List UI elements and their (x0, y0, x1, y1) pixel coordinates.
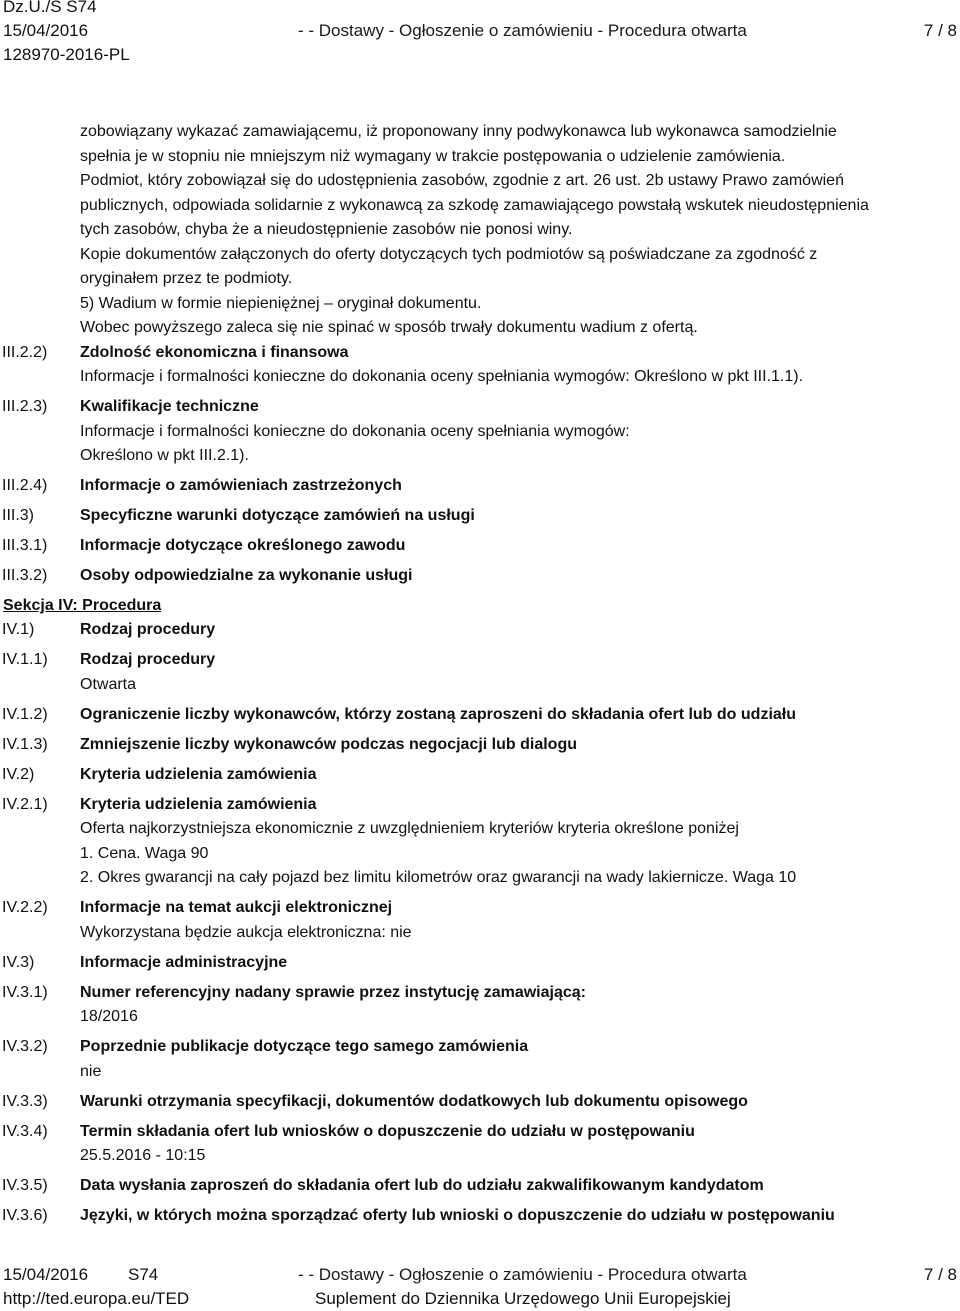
section-title: Osoby odpowiedzialne za wykonanie usługi (80, 567, 413, 584)
section-text: Informacje i formalności konieczne do dokonania oceny spełniania wymogów: (80, 422, 630, 440)
section-item (0, 1204, 960, 1229)
section-item (0, 648, 960, 697)
section-item (0, 504, 960, 529)
section-item (0, 1090, 960, 1115)
section-text: Informacje i formalności konieczne do dokonania oceny spełniania wymogów: Określono w pkt III.1.1). (80, 368, 804, 385)
section-title: Numer referencyjny nadany sprawie przez instytucję zamawiającą: (80, 983, 586, 1001)
section-3-items (0, 341, 960, 595)
ted-link[interactable]: http://ted.europa.eu/TED (3, 1289, 190, 1308)
section-title: Rodzaj procedury (80, 621, 216, 638)
section-title: Warunki otrzymania specyfikacji, dokumentów dodatkowych lub dokumentu opisowego (80, 1092, 748, 1110)
section-item (0, 1174, 960, 1199)
footer-supplement: Suplement do Dziennika Urzędowego Unii Europejskiej (315, 1289, 731, 1308)
section-title: Zmniejszenie liczby wykonawców podczas negocjacji lub dialogu (80, 735, 577, 753)
section-title: Poprzednie publikacje dotyczące tego samego zamówienia (80, 1038, 529, 1055)
footer-journal: S74 (128, 1265, 159, 1284)
section-number: IV.3) (2, 953, 35, 971)
section-title: Rodzaj procedury (80, 651, 216, 668)
section-item (0, 564, 960, 589)
section-title: Informacje administracyjne (80, 953, 288, 971)
section-item (0, 618, 960, 643)
document-id: 128970-2016-PL (3, 45, 130, 64)
section-number: IV.1.3) (2, 735, 48, 753)
intro-text (80, 120, 960, 341)
section-title: Ograniczenie liczby wykonawców, którzy zostaną zaproszeni do składania ofert lub do udziału (80, 705, 796, 723)
footer-page: 7 / 8 (923, 1265, 957, 1284)
footer-title: - - Dostawy - Ogłoszenie o zamówieniu - Procedura otwarta (298, 1265, 747, 1284)
section-number: IV.2) (2, 765, 35, 783)
section-text: 1. Cena. Waga 90 (80, 844, 209, 862)
section-item (0, 1120, 960, 1169)
section-title: Specyficzne warunki dotyczące zamówień na usługi (80, 507, 475, 524)
section-item (0, 395, 960, 469)
intro-line: Wobec powyższego zaleca się nie spinać w sposób trwały dokumentu wadium z ofertą. (80, 319, 698, 336)
section-item (0, 1035, 960, 1084)
section-number: III.3.1) (2, 537, 48, 554)
section-text: Otwarta (80, 675, 137, 693)
section-title: Informacje dotyczące określonego zawodu (80, 537, 406, 554)
section-4-items (0, 618, 960, 1234)
section-number: III.2.2) (2, 343, 48, 361)
header-page: 7 / 8 (923, 21, 957, 40)
header-title: - - Dostawy - Ogłoszenie o zamówieniu - Procedura otwarta (298, 21, 747, 40)
intro-line: spełnia je w stopniu nie mniejszym niż wymagany w trakcie postępowania o udzielenie zamówienia. (80, 147, 786, 165)
section-title: Kryteria udzielenia zamówienia (80, 765, 317, 783)
section-number: III.3.2) (2, 567, 48, 584)
footer-date: 15/04/2016 (3, 1265, 89, 1284)
intro-line: tych zasobów, chyba że a nieudostępnienie zasobów nie ponosi winy. (80, 221, 573, 238)
section-title: Kwalifikacje techniczne (80, 398, 259, 415)
section-item (0, 763, 960, 788)
section-number: IV.3.6) (2, 1207, 48, 1224)
section-item (0, 733, 960, 758)
section-item (0, 474, 960, 499)
intro-line: publicznych, odpowiada solidarnie z wykonawcą za szkodę zamawiającego powstałą wskutek nieudostępnienia (80, 196, 869, 214)
intro-line: 5) Wadium w formie niepieniężnej – oryginał dokumentu. (80, 294, 482, 312)
intro-line: Podmiot, który zobowiązał się do udostępnienia zasobów, zgodnie z art. 26 ust. 2b ustawy Prawo zamówień (80, 172, 844, 189)
section-number: IV.3.2) (2, 1038, 48, 1055)
journal-ref: Dz.U./S S74 (3, 0, 97, 16)
section-title: Informacje o zamówieniach zastrzeżonych (80, 477, 402, 494)
section-number: IV.2.2) (2, 899, 48, 916)
section-number: IV.1.2) (2, 705, 48, 723)
section-item (0, 896, 960, 945)
section-text: Określono w pkt III.2.1). (80, 447, 249, 464)
section-title: Języki, w których można sporządzać oferty lub wnioski o dopuszczenie do udziału w postępowaniu (80, 1207, 835, 1224)
section-number: III.2.4) (2, 477, 48, 494)
section-title: Informacje na temat aukcji elektronicznej (80, 899, 393, 916)
section-text: 25.5.2016 - 10:15 (80, 1147, 206, 1164)
section-item (0, 951, 960, 976)
section-text: 2. Okres gwarancji na cały pojazd bez limitu kilometrów oraz gwarancji na wady lakiernicze. Waga 10 (80, 869, 797, 886)
section-item (0, 703, 960, 728)
header-date: 15/04/2016 (3, 21, 89, 40)
section-text: Wykorzystana będzie aukcja elektroniczna: nie (80, 923, 412, 941)
section-item (0, 981, 960, 1030)
section-number: IV.3.1) (2, 983, 48, 1001)
intro-line: zobowiązany wykazać zamawiającemu, iż proponowany inny podwykonawca lub wykonawca samodzielnie (80, 123, 837, 140)
section-number: III.2.3) (2, 398, 48, 415)
section-number: IV.1) (2, 621, 35, 638)
section-title: Zdolność ekonomiczna i finansowa (80, 343, 349, 361)
section-4-heading: Sekcja IV: Procedura (3, 597, 162, 614)
section-text: nie (80, 1062, 102, 1080)
section-text: 18/2016 (80, 1008, 138, 1025)
intro-block (0, 120, 960, 341)
section-title: Data wysłania zaproszeń do składania ofert lub do udziału zakwalifikowanym kandydatom (80, 1177, 764, 1194)
section-item (0, 793, 960, 891)
section-title: Kryteria udzielenia zamówienia (80, 795, 317, 813)
section-number: IV.3.4) (2, 1122, 48, 1140)
section-number: IV.1.1) (2, 651, 48, 668)
section-item (0, 341, 960, 390)
section-item (0, 534, 960, 559)
intro-line: Kopie dokumentów załączonych do oferty dotyczących tych podmiotów są poświadczane za zgodność z (80, 245, 818, 263)
section-title: Termin składania ofert lub wniosków o dopuszczenie do udziału w postępowaniu (80, 1122, 695, 1140)
intro-line: oryginałem przez te podmioty. (80, 270, 293, 287)
section-number: IV.3.5) (2, 1177, 48, 1194)
section-text: Oferta najkorzystniejsza ekonomicznie z uwzględnieniem kryteriów kryteria określone poniżej (80, 820, 739, 837)
section-number: IV.3.3) (2, 1092, 48, 1110)
section-number: IV.2.1) (2, 795, 48, 813)
document-body (0, 120, 960, 1234)
section-number: III.3) (2, 507, 35, 524)
